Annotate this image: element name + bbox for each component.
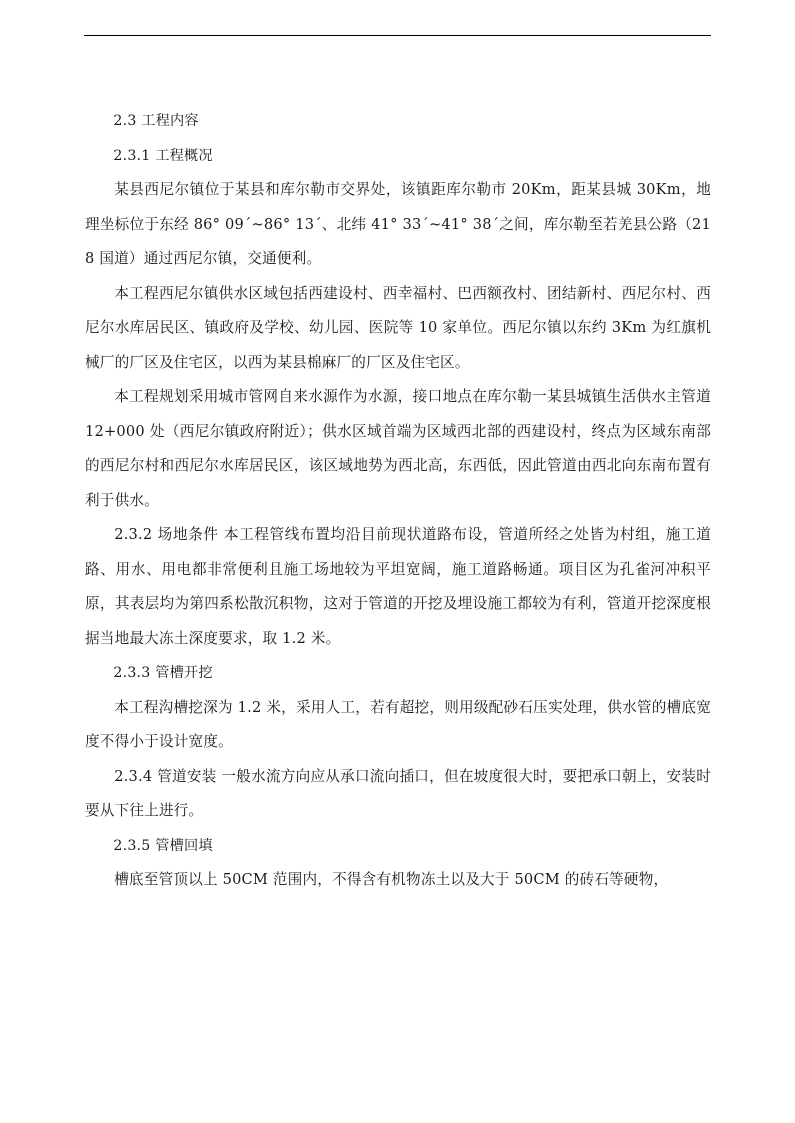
section-heading-2-3-5: 2.3.5 管槽回填 <box>113 837 213 854</box>
paragraph-trench-excavation: 本工程沟槽挖深为 1.2 米，采用人工，若有超挖，则用级配砂石压实处理，供水管的槽底宽度不得小于设计宽度。 <box>85 698 711 750</box>
paragraph-backfill: 槽底至管顶以上 50CM 范围内，不得含有机物冻土以及大于 50CM 的砖石等硬物， <box>114 871 669 888</box>
section-heading-2-3-3: 2.3.3 管槽开挖 <box>113 665 213 681</box>
paragraph-water-source: 本工程规划采用城市管网自来水源作为水源，接口地点在库尔勒一某县城镇生活供水主管道 12+000 处（西尼尔镇政府附近）；供水区域首端为区域西北部的西建设村，终点为区域东南部的西尼尔村和西尼尔水库居民区，该区域地势为西北高，东西低，因此管道由西北向东南布置有利于供水。 <box>85 388 711 509</box>
section-heading-2-3-1: 2.3.1 工程概况 <box>113 147 213 164</box>
paragraph-site-conditions: 2.3.2 场地条件 本工程管线布置均沿目前现状道路布设，管道所经之处皆为村组，施工道路、用水、用电都非常便利且施工场地较为平坦宽阔，施工道路畅通。项目区为孔雀河冲积平原，其表层均为第四系松散沉积物，这对于管道的开挖及埋设施工都较为有利，管道开挖深度根据当地最大冻土深度要求，取 1.2 米。 <box>85 526 711 647</box>
paragraph-location: 某县西尼尔镇位于某县和库尔勒市交界处，该镇距库尔勒市 20Km，距某县城 30Km，地理坐标位于东经 86° 09´~86° 13´、北纬 41° 33´~41° 38´之间，库尔勒至若羌县公路（218 国道）通过西尼尔镇，交通便利。 <box>85 181 711 267</box>
paragraph-pipe-installation: 2.3.4 管道安装 一般水流方向应从承口流向插口，但在坡度很大时，要把承口朝上，安装时要从下往上进行。 <box>85 767 711 819</box>
paragraph-service-area: 本工程西尼尔镇供水区域包括西建设村、西幸福村、巴西额孜村、团结新村、西尼尔村、西尼尔水库居民区、镇政府及学校、幼儿园、医院等 10 家单位。西尼尔镇以东约 3Km 为红旗机械厂的厂区及住宅区，以西为某县棉麻厂的厂区及住宅区。 <box>85 284 711 371</box>
header-rule <box>84 35 711 36</box>
document-body <box>85 104 711 898</box>
section-heading-2-3: 2.3 工程内容 <box>113 113 199 129</box>
